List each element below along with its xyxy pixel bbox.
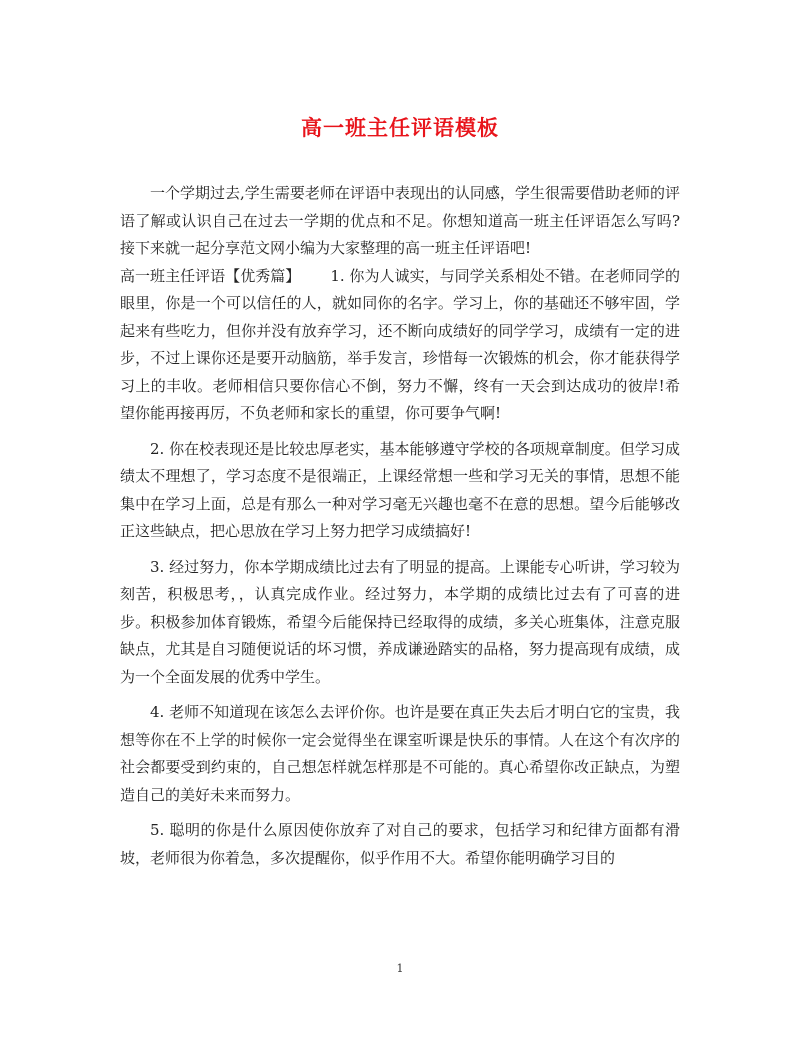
document-body <box>120 180 680 872</box>
evaluation-item-2: 2. 你在校表现还是比较忠厚老实，基本能够遵守学校的各项规章制度。但学习成绩太不理想了，学习态度不是很端正，上课经常想一些和学习无关的事情，思想不能集中在学习上面，总是有那么一种对学习毫无兴趣也毫不在意的思想。望今后能够改正这些缺点，把心思放在学习上努力把学习成绩搞好! <box>120 439 680 540</box>
evaluation-item-1-text: 1. 你为人诚实，与同学关系相处不错。在老师同学的眼里，你是一个可以信任的人，就如同你的名字。学习上，你的基础还不够牢固，学起来有些吃力，但你并没有放弃学习，还不断向成绩好的同学学习，成绩有一定的进步，不过上课你还是要开动脑筋，举手发言，珍惜每一次锻炼的机会，你才能获得学习上的丰收。老师相信只要你信心不倒，努力不懈，终有一天会到达成功的彼岸!希望你能再接再厉，不负老师和家长的重望，你可要争气啊! <box>120 266 680 422</box>
evaluation-item-4: 4. 老师不知道现在该怎么去评价你。也许是要在真正失去后才明白它的宝贵，我想等你在不上学的时候你一定会觉得坐在课室听课是快乐的事情。人在这个有次序的社会都要受到约束的，自己想怎样就怎样那是不可能的。真心希望你改正缺点，为塑造自己的美好未来而努力。 <box>120 703 680 804</box>
evaluation-item-3: 3. 经过努力，你本学期成绩比过去有了明显的提高。上课能专心听讲，学习较为刻苦，积极思考，，认真完成作业。经过努力，本学期的成绩比过去有了可喜的进步。积极参加体育锻炼，希望今后能保持已经取得的成绩，多关心班集体，注意克服缺点，尤其是自习随便说话的坏习惯，养成谦逊踏实的品格，努力提高现有成绩，成为一个全面发展的优秀中学生。 <box>120 557 680 686</box>
evaluation-item-1 <box>120 263 680 428</box>
document-title: 高一班主任评语模板 <box>301 115 499 140</box>
intro-paragraph: 一个学期过去,学生需要老师在评语中表现出的认同感，学生很需要借助老师的评语了解或认识自己在过去一学期的优点和不足。你想知道高一班主任评语怎么写吗?接下来就一起分享范文网小编为大家整理的高一班主任评语吧! <box>120 184 680 257</box>
section-label: 高一班主任评语【优秀篇】 <box>120 266 301 285</box>
evaluation-item-5: 5. 聪明的你是什么原因使你放弃了对自己的要求，包括学习和纪律方面都有滑坡，老师很为你着急，多次提醒你，似乎作用不大。希望你能明确学习目的 <box>120 821 680 867</box>
page-number: 1 <box>396 962 404 975</box>
